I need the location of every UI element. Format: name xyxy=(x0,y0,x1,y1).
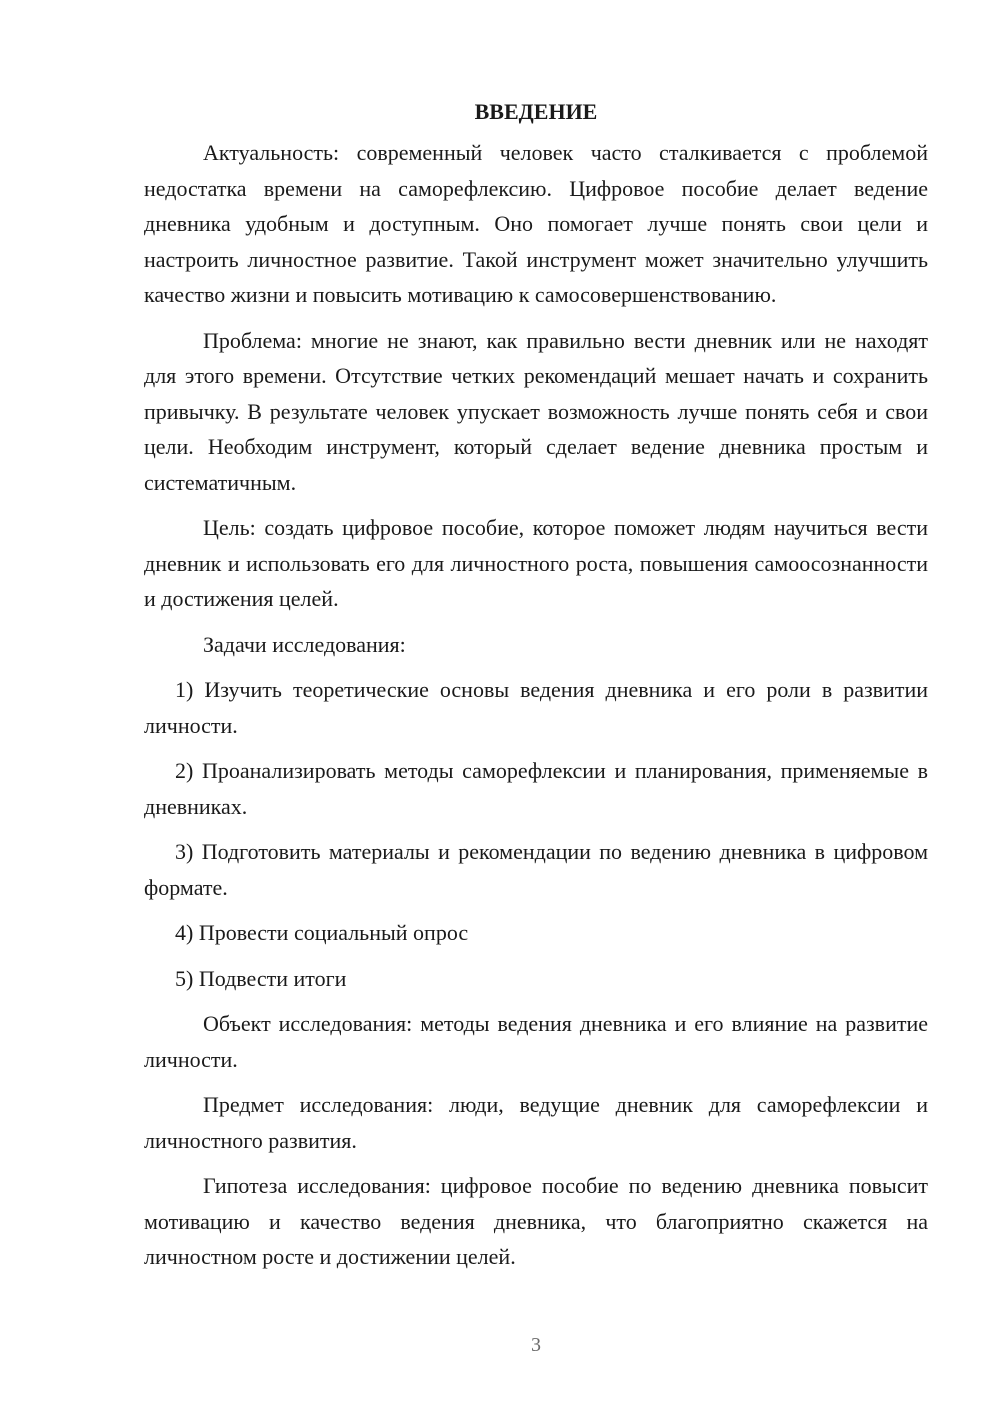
paragraph-hypothesis: Гипотеза исследования: цифровое пособие по ведению дневника повысит мотивацию и качество ведения дневника, что благоприятно скажется на личностном росте и достижении целей. xyxy=(144,1173,928,1269)
task-item-1: 1) Изучить теоретические основы ведения дневника и его роли в развитии личности. xyxy=(144,677,928,738)
task-item-5: 5) Подвести итоги xyxy=(175,965,347,991)
paragraph-subject: Предмет исследования: люди, ведущие дневник для саморефлексии и личностного развития. xyxy=(144,1092,928,1153)
section-title: ВВЕДЕНИЕ xyxy=(474,99,598,124)
task-item-4: 4) Провести социальный опрос xyxy=(175,920,469,945)
page-body xyxy=(144,94,928,1275)
paragraph-problem: Проблема: многие не знают, как правильно вести дневник или не находят для этого времени. Отсутствие четких рекомендаций мешает начать и сохранить привычку. В результате человек упускает возможность лучше понять себя и свои цели. Необходим инструмент, который сделает ведение дневника простым и систематичным. xyxy=(144,327,928,495)
task-item-3: 3) Подготовить материалы и рекомендации по ведению дневника в цифровом формате. xyxy=(144,839,928,900)
task-item-2: 2) Проанализировать методы саморефлексии и планирования, применяемые в дневниках. xyxy=(144,758,928,819)
page-number: 3 xyxy=(531,1334,541,1356)
paragraph-relevance: Актуальность: современный человек часто сталкивается с проблемой недостатка времени на саморефлексию. Цифровое пособие делает ведение дневника удобным и доступным. Оно помогает лучше понять свои цели и настроить личностное развитие. Такой инструмент может значительно улучшить качество жизни и повысить мотивацию к самосовершенствованию. xyxy=(144,140,928,307)
paragraph-goal: Цель: создать цифровое пособие, которое поможет людям научиться вести дневник и использовать его для личностного роста, повышения самоосознанности и достижения целей. xyxy=(144,515,928,611)
paragraph-tasks-heading: Задачи исследования: xyxy=(203,631,406,657)
paragraph-object: Объект исследования: методы ведения дневника и его влияние на развитие личности. xyxy=(144,1011,928,1072)
